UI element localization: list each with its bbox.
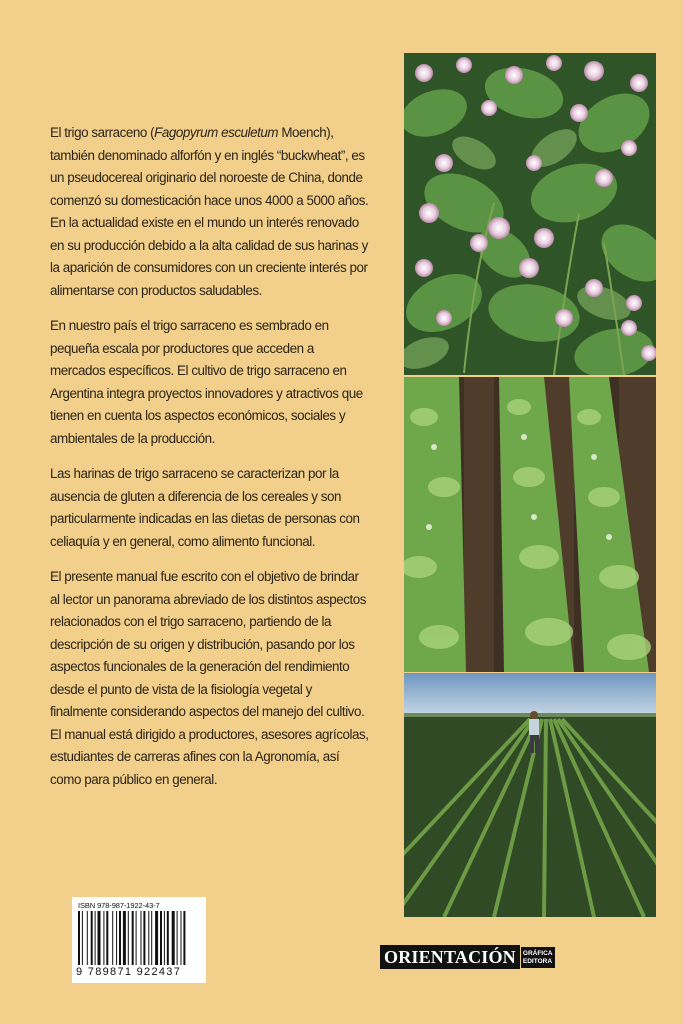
publisher-name: ORIENTACIÓN bbox=[380, 945, 520, 969]
barcode-bar bbox=[106, 911, 108, 965]
barcode-bar bbox=[116, 911, 117, 965]
paragraph-manual: El presente manual fue escrito con el objetivo de brindar al lector un panorama abreviado de los distintos aspectos relacionados con el trigo sarraceno, partiendo de la descripción de su origen y distribución, pasando por los aspectos funcionales de la generación del rendimiento desde el punto de vista de la fisiología vegetal y finalmente considerando aspectos del manejo del cultivo. El manual está dirigido a productores, asesores agrícolas, estudiantes de carreras afines con la Agronomía, así como para público en general. bbox=[50, 569, 369, 787]
paragraph-intro-rest: Moench), también denominado alforfón y en inglés “buckwheat”, es un pseudocereal originario del noroeste de China, donde comenzó su domesticación hace unos 4000 a 5000 años. En la actualidad existe en el mundo un interés renovado en su producción debido a la alta calidad de sus harinas y la aparición de consumidores con un creciente interés por alimentarse con productos saludables. bbox=[50, 125, 369, 298]
barcode-bar bbox=[119, 911, 121, 965]
publisher-sub-line1: GRÁFICA bbox=[522, 949, 553, 957]
barcode-bar bbox=[123, 911, 126, 965]
paragraph-flours: Las harinas de trigo sarraceno se caracterizan por la ausencia de gluten a diferencia de los cereales y son particularmente indicadas en las dietas de personas con celiaquía y en general, como alimento funcional. bbox=[50, 466, 360, 549]
barcode-bar bbox=[136, 911, 137, 965]
barcode-bar bbox=[151, 911, 152, 965]
barcode-bar bbox=[172, 911, 175, 965]
back-cover-text bbox=[50, 122, 370, 804]
barcode-bar bbox=[167, 911, 169, 965]
publisher-logo bbox=[380, 944, 555, 970]
barcode-bar bbox=[103, 911, 104, 965]
barcode-bar bbox=[128, 911, 129, 965]
barcode-digits: 9 789871 922437 bbox=[76, 966, 182, 978]
barcode-bars bbox=[76, 911, 202, 967]
barcode-bar bbox=[143, 911, 145, 965]
barcode-bar bbox=[164, 911, 165, 965]
photo-buckwheat-flowers bbox=[404, 53, 656, 375]
barcode-bar bbox=[132, 911, 134, 965]
barcode-bar bbox=[141, 911, 142, 965]
barcode-bar bbox=[98, 911, 101, 965]
scientific-name: Fagopyrum esculetum bbox=[154, 125, 279, 140]
publisher-sub-line2: EDITORA bbox=[522, 957, 553, 965]
barcode-bar bbox=[95, 911, 96, 965]
isbn-barcode bbox=[72, 897, 206, 983]
barcode-bar bbox=[82, 911, 83, 965]
barcode-bar bbox=[91, 911, 93, 965]
paragraph-intro-start: El trigo sarraceno ( bbox=[50, 125, 155, 140]
barcode-bar bbox=[177, 911, 178, 965]
paragraph-argentina: En nuestro país el trigo sarraceno es sembrado en pequeña escala por productores que acceden a mercados específicos. El cultivo de trigo sarraceno en Argentina integra proyectos innovadores y atractivos que tienen en cuenta los aspectos económicos, sociales y ambientales de la producción. bbox=[50, 318, 363, 446]
barcode-bar bbox=[181, 911, 182, 965]
photo-field-with-person bbox=[404, 673, 656, 917]
barcode-bar bbox=[112, 911, 113, 965]
publisher-sub bbox=[521, 947, 555, 968]
barcode-bar bbox=[183, 911, 185, 965]
barcode-bar bbox=[78, 911, 80, 965]
paragraph-intro bbox=[50, 122, 370, 302]
isbn-label: ISBN 978-987-1922-43-7 bbox=[78, 901, 160, 910]
barcode-bar bbox=[87, 911, 88, 965]
barcode-bar bbox=[148, 911, 149, 965]
barcode-bar bbox=[160, 911, 162, 965]
barcode-bar bbox=[155, 911, 158, 965]
photo-crop-rows bbox=[404, 377, 656, 672]
